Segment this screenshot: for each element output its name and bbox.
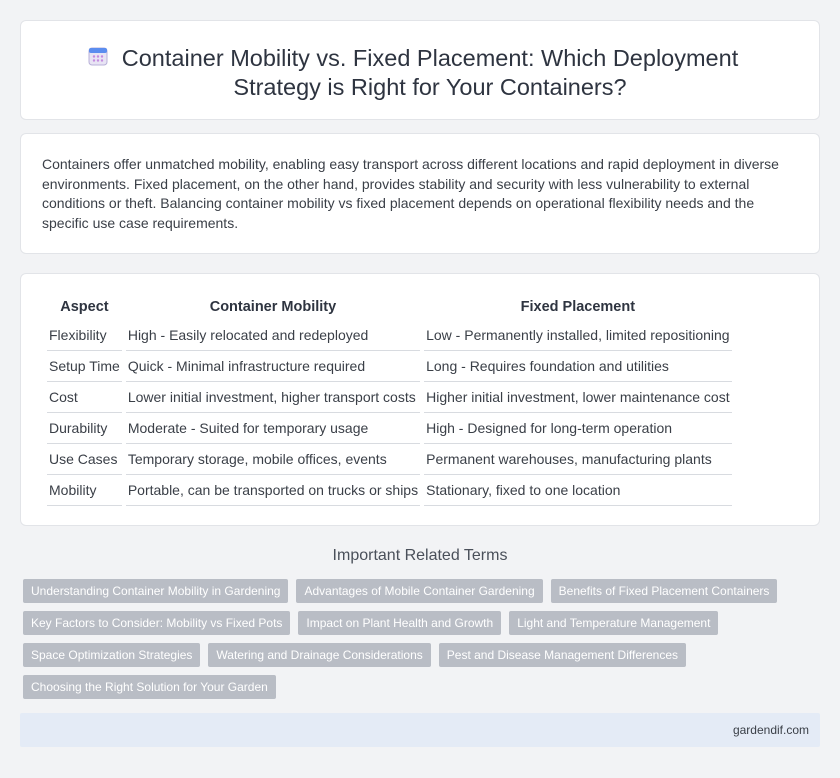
comparison-card bbox=[20, 273, 820, 526]
table-row bbox=[47, 413, 732, 444]
column-header: Aspect bbox=[60, 299, 109, 315]
table-header-row bbox=[47, 294, 732, 320]
table-row bbox=[47, 444, 732, 475]
table-row bbox=[47, 382, 732, 413]
footer bbox=[20, 713, 820, 747]
table-cell: Cost bbox=[47, 382, 122, 413]
related-term-tag[interactable]: Choosing the Right Solution for Your Garden bbox=[23, 675, 276, 699]
table-row bbox=[47, 475, 732, 506]
table-cell: Stationary, fixed to one location bbox=[424, 475, 731, 506]
table-cell: Higher initial investment, lower maintenance cost bbox=[424, 382, 731, 413]
related-term-tag[interactable]: Benefits of Fixed Placement Containers bbox=[551, 579, 778, 603]
tag-row bbox=[23, 643, 823, 667]
column-header: Fixed Placement bbox=[520, 299, 636, 315]
intro-paragraph: Containers offer unmatched mobility, enabling easy transport across different locations and rapid deployment in diverse environments. Fixed placement, on the other hand, provides stability and security with less vulnerability to external conditions or theft. Balancing container mobility vs fixed placement depends on operational flexibility needs and the specific use case requirements. bbox=[42, 156, 779, 231]
table-cell: Quick - Minimal infrastructure required bbox=[126, 351, 420, 382]
related-term-tag[interactable]: Space Optimization Strategies bbox=[23, 643, 200, 667]
table-cell: Use Cases bbox=[47, 444, 122, 475]
table-cell: Setup Time bbox=[47, 351, 122, 382]
table-cell: Low - Permanently installed, limited repositioning bbox=[424, 320, 731, 351]
table-cell: Mobility bbox=[47, 475, 122, 506]
intro-card bbox=[20, 133, 820, 254]
tag-row bbox=[23, 611, 823, 635]
related-terms-title: Important Related Terms bbox=[332, 547, 508, 564]
related-term-tag[interactable]: Light and Temperature Management bbox=[509, 611, 718, 635]
related-terms-list bbox=[23, 579, 823, 707]
related-term-tag[interactable]: Advantages of Mobile Container Gardening bbox=[296, 579, 542, 603]
page-title: Container Mobility vs. Fixed Placement: Which Deployment Strategy is Right for Your Containers? bbox=[121, 45, 739, 100]
table-cell: Temporary storage, mobile offices, events bbox=[126, 444, 420, 475]
table-cell: Durability bbox=[47, 413, 122, 444]
table-cell: Lower initial investment, higher transport costs bbox=[126, 382, 420, 413]
comparison-table bbox=[43, 294, 736, 506]
title-card bbox=[20, 20, 820, 120]
related-term-tag[interactable]: Key Factors to Consider: Mobility vs Fixed Pots bbox=[23, 611, 290, 635]
related-term-tag[interactable]: Pest and Disease Management Differences bbox=[439, 643, 686, 667]
table-row bbox=[47, 320, 732, 351]
table-cell: Moderate - Suited for temporary usage bbox=[126, 413, 420, 444]
table-row bbox=[47, 351, 732, 382]
table-cell: Portable, can be transported on trucks or ships bbox=[126, 475, 420, 506]
table-cell: Flexibility bbox=[47, 320, 122, 351]
table-cell: Long - Requires foundation and utilities bbox=[424, 351, 731, 382]
table-cell: High - Designed for long-term operation bbox=[424, 413, 731, 444]
footer-site[interactable]: gardendif.com bbox=[732, 723, 809, 737]
table-cell: Permanent warehouses, manufacturing plants bbox=[424, 444, 731, 475]
related-term-tag[interactable]: Impact on Plant Health and Growth bbox=[298, 611, 501, 635]
column-header: Container Mobility bbox=[209, 299, 337, 315]
tag-row bbox=[23, 579, 823, 603]
related-term-tag[interactable]: Understanding Container Mobility in Gardening bbox=[23, 579, 288, 603]
related-term-tag[interactable]: Watering and Drainage Considerations bbox=[208, 643, 430, 667]
table-cell: High - Easily relocated and redeployed bbox=[126, 320, 420, 351]
tag-row bbox=[23, 675, 823, 699]
